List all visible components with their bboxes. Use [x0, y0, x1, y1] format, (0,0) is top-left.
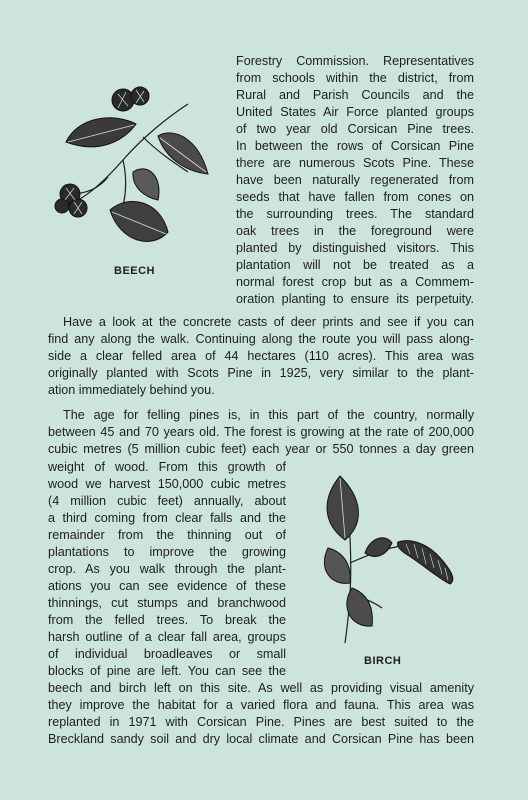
text-line: oration planting to ensure its perpetuity.	[236, 292, 474, 306]
text-line: (4 million cubic feet) annually, about	[48, 494, 286, 508]
text-line: they improve the habitat for a varied flora and fauna. This area was	[48, 698, 474, 712]
text-line: Breckland sandy soil and dry local climate and Corsican Pine has been	[48, 732, 474, 746]
text-line: normal forest crop but as a Commem-	[236, 275, 474, 289]
beech-caption: BEECH	[114, 265, 156, 277]
text-line: side a clear felled area of 44 hectares (110 acres). This area was	[48, 349, 474, 363]
text-line: Forestry Commission. Representatives	[236, 54, 474, 68]
text-line: planted by distinguished visitors. This	[236, 241, 474, 255]
text-line: plantation will not be treated as a	[236, 258, 474, 272]
text-line: from schools within the district, from	[236, 71, 474, 85]
text-line: originally planted with Scots Pine in 1925, very similar to the plant-	[48, 366, 474, 380]
text-line: plantations to improve the growing	[48, 545, 286, 559]
text-line: seeds that have fallen from cones on	[236, 190, 474, 204]
birch-caption: BIRCH	[364, 655, 402, 667]
text-line: replanted in 1971 with Corsican Pine. Pines are best suited to the	[48, 715, 474, 729]
beech-illustration	[48, 82, 218, 262]
text-line: there are numerous Scots Pine. These	[236, 156, 474, 170]
text-line: the surrounding trees. The standard	[236, 207, 474, 221]
text-line: The age for felling pines is, in this part of the country, normally	[63, 408, 474, 422]
text-line: blocks of pine are left. You can see the	[48, 664, 286, 678]
text-line: between 45 and 70 years old. The forest is growing at the rate of 200,000	[48, 425, 474, 439]
text-line: weight of wood. From this growth of	[48, 460, 286, 474]
text-line: In between the rows of Corsican Pine	[236, 139, 474, 153]
text-line: Rural and Parish Councils and the	[236, 88, 474, 102]
text-line: oak trees in the foreground were	[236, 224, 474, 238]
birch-illustration	[310, 468, 470, 648]
text-line: a third coming from clear falls and the	[48, 511, 286, 525]
text-line: of individual broadleaves or small	[48, 647, 286, 661]
text-line: ations you can see evidence of these	[48, 579, 286, 593]
text-line: from the felled trees. To break the	[48, 613, 286, 627]
text-line: harsh outline of a clear fall area, groups	[48, 630, 286, 644]
text-line: remainder from the thinning out of	[48, 528, 286, 542]
text-line: cubic metres (5 million cubic feet) each year or 550 tonnes a day green	[48, 442, 474, 456]
text-line: wood we harvest 150,000 cubic metres	[48, 477, 286, 491]
text-line: thinnings, cut stumps and branchwood	[48, 596, 286, 610]
text-line: ation immediately behind you.	[48, 383, 215, 397]
text-line: Have a look at the concrete casts of deer prints and see if you can	[63, 315, 474, 329]
text-line: of two year old Corsican Pine trees.	[236, 122, 474, 136]
text-line: crop. As you walk through the plant-	[48, 562, 286, 576]
text-line: United States Air Force planted groups	[236, 105, 474, 119]
text-line: beech and birch left on this site. As well as providing visual amenity	[48, 681, 474, 695]
text-line: have been naturally regenerated from	[236, 173, 474, 187]
text-line: find any along the walk. Continuing along the route you will pass along-	[48, 332, 474, 346]
